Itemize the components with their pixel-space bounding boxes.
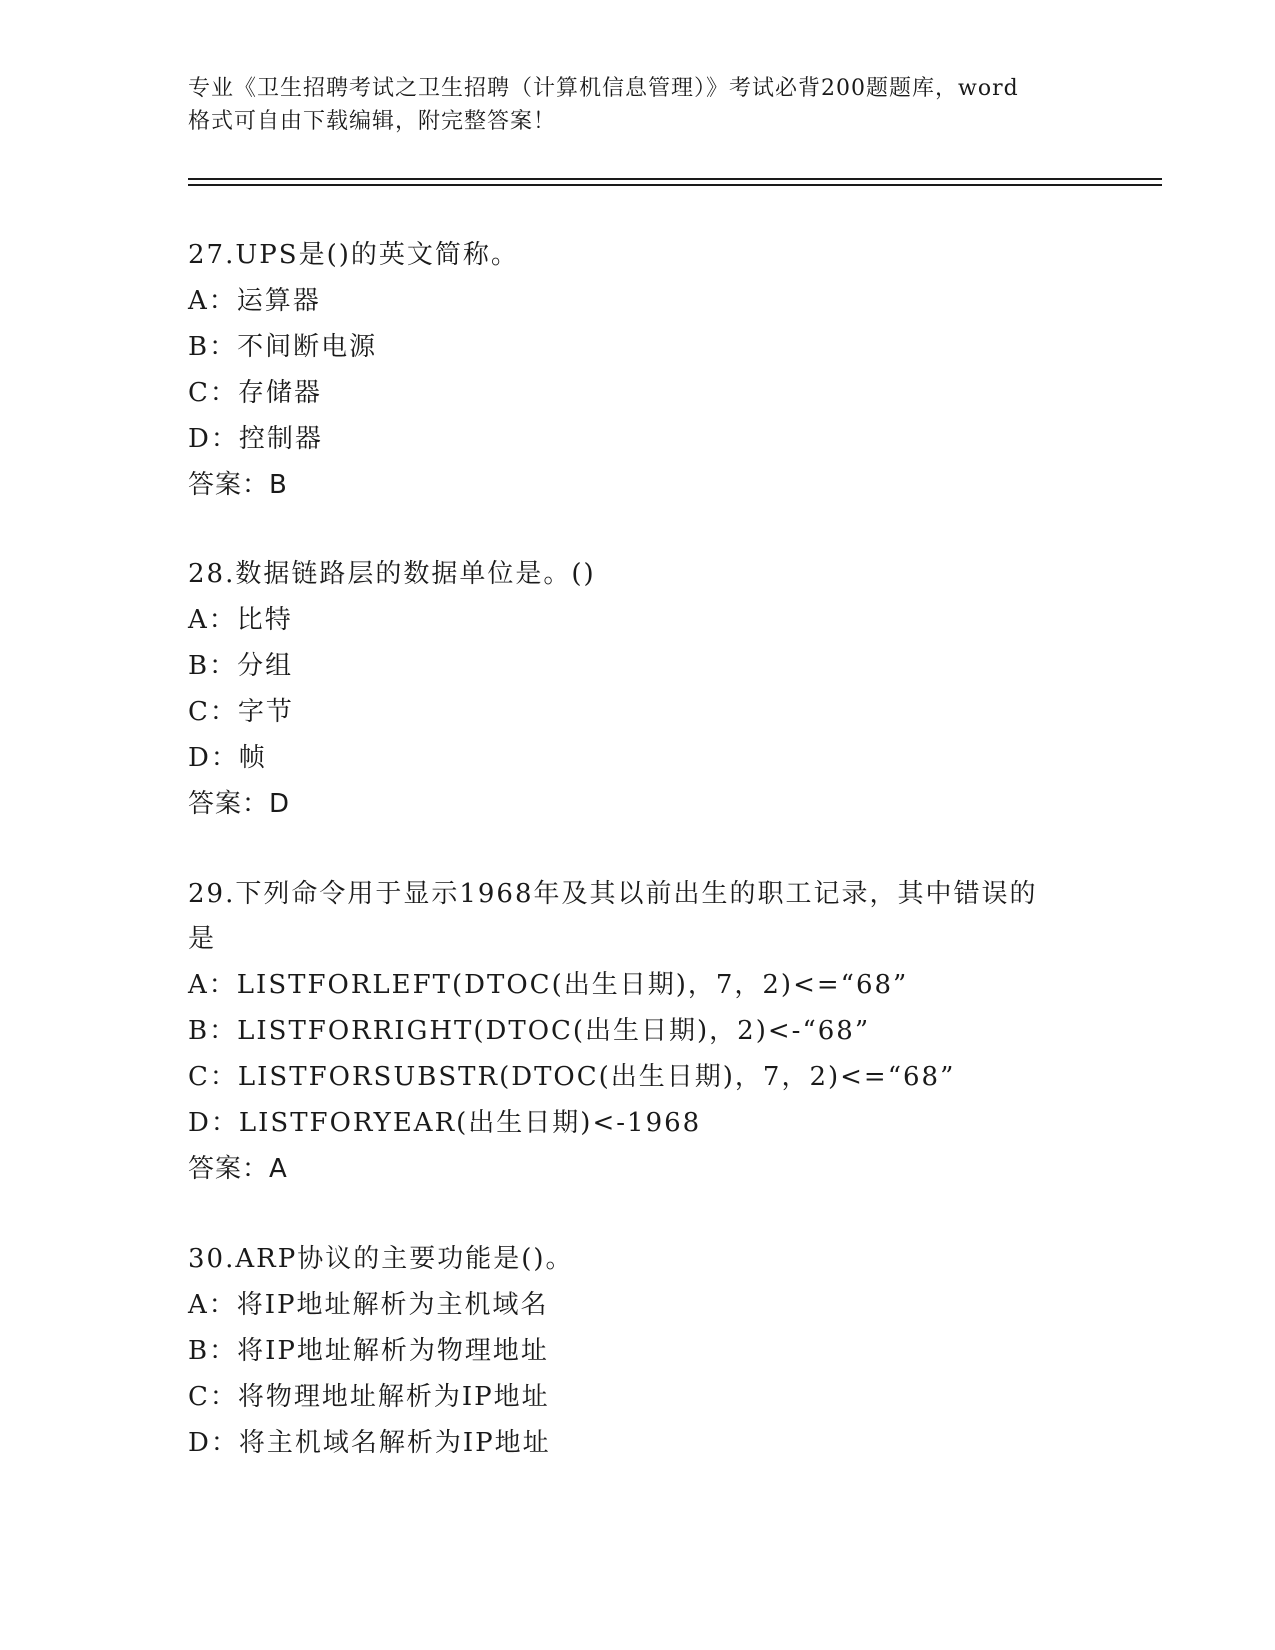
option-d: D：LISTFORYEAR(出生日期)<-1968 <box>188 1108 702 1138</box>
option-d: D：将主机域名解析为IP地址 <box>188 1428 551 1458</box>
header-divider-bottom <box>188 184 1162 186</box>
option-d: D：帧 <box>188 743 267 773</box>
question-title-line-1: 29.下列命令用于显示1968年及其以前出生的职工记录，其中错误的 <box>188 879 1038 909</box>
header-line-2: 格式可自由下载编辑，附完整答案！ <box>188 109 557 134</box>
question-title: 27.UPS是()的英文简称。 <box>188 240 519 270</box>
option-b: B：分组 <box>188 651 294 681</box>
option-a: A：运算器 <box>188 286 321 316</box>
question-28 <box>188 552 1088 827</box>
option-d: D：控制器 <box>188 424 323 454</box>
option-b: B：LISTFORRIGHT(DTOC(出生日期)，2)<-“68” <box>188 1016 871 1046</box>
question-29 <box>188 872 1088 1192</box>
question-27 <box>188 233 1088 508</box>
option-b: B：将IP地址解析为物理地址 <box>188 1336 549 1366</box>
document-header <box>188 72 1088 138</box>
option-c: C：LISTFORSUBSTR(DTOC(出生日期)，7，2)<=“68” <box>188 1062 956 1092</box>
option-a: A：将IP地址解析为主机域名 <box>188 1290 549 1320</box>
option-b: B：不间断电源 <box>188 332 378 362</box>
answer-line: 答案：B <box>188 470 288 500</box>
question-30 <box>188 1237 1088 1466</box>
header-divider-top <box>188 178 1162 180</box>
question-title: 28.数据链路层的数据单位是。() <box>188 559 596 589</box>
question-title: 30.ARP协议的主要功能是()。 <box>188 1244 574 1274</box>
option-a: A：比特 <box>188 605 293 635</box>
header-line-1: 专业《卫生招聘考试之卫生招聘（计算机信息管理）》考试必背200题题库，word <box>188 76 1019 101</box>
option-a: A：LISTFORLEFT(DTOC(出生日期)，7，2)<=“68” <box>188 970 909 1000</box>
answer-line: 答案：D <box>188 789 291 819</box>
option-c: C：字节 <box>188 697 294 727</box>
option-c: C：存储器 <box>188 378 322 408</box>
option-c: C：将物理地址解析为IP地址 <box>188 1382 550 1412</box>
question-title-line-2: 是 <box>188 924 217 954</box>
answer-line: 答案：A <box>188 1154 288 1184</box>
